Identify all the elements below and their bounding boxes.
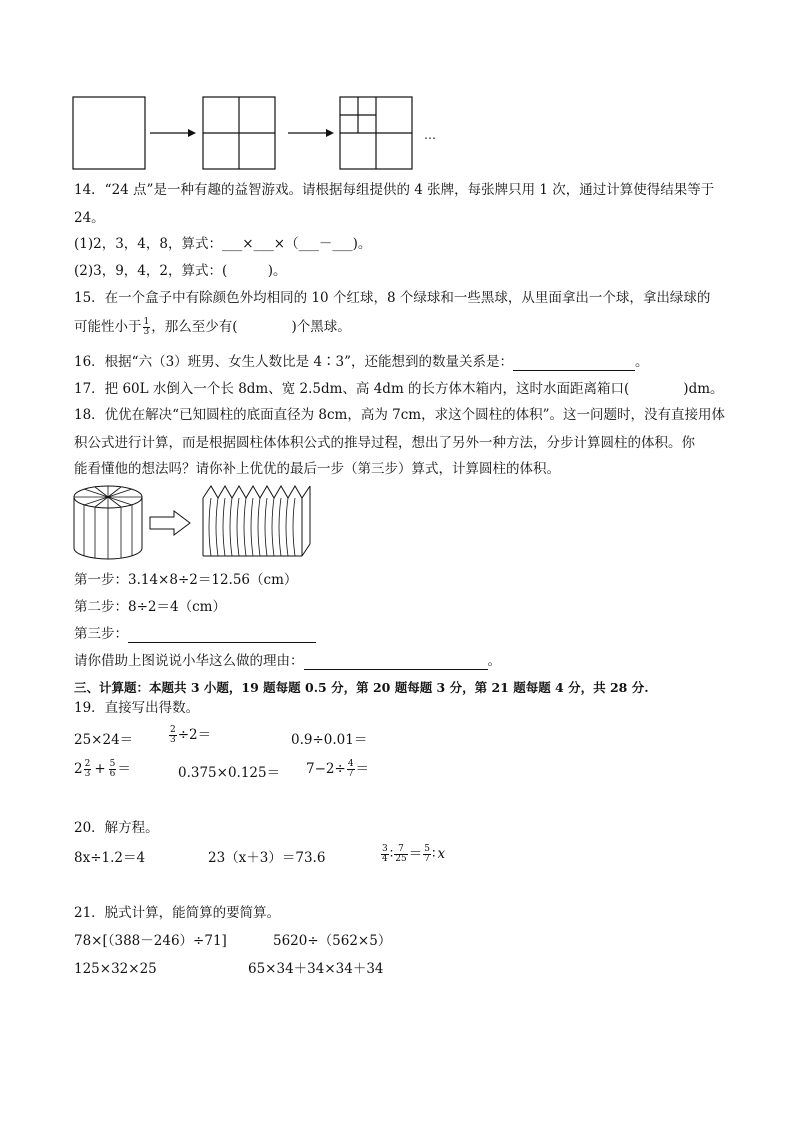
q21-b: 5620÷（562×5） [273, 933, 392, 949]
q15-line1: 15．在一个盒子中有除颜色外均相同的 10 个红球，8 个绿球和一些黑球，从里面拿出一个球，拿出绿球的 [74, 290, 711, 306]
q18-reason: 请你借助上图说说小华这么做的理由： 。 [74, 653, 501, 669]
q18-step3-blank [128, 626, 316, 643]
q14-part1: (1)2，3，4，8，算式：___×___×（___－___)。 [74, 236, 372, 252]
q18-reason-blank [304, 653, 488, 670]
q20-title: 20．解方程。 [74, 820, 159, 836]
q21-c: 125×32×25 [74, 961, 157, 977]
q16-answer-blank [513, 354, 635, 371]
q21-a: 78×[（388－246）÷71] [74, 933, 227, 949]
q21-d: 65×34＋34×34＋34 [248, 961, 384, 977]
q20-a: 8x÷1.2＝4 [74, 850, 146, 866]
ellipsis: … [424, 128, 436, 142]
q18-line2: 积公式进行计算，而是根据圆柱体体积公式的推导过程，想出了另外一种方法，分步计算圆柱的体积。你 [74, 435, 695, 451]
arrow-2-head [326, 129, 334, 137]
q19-d: 2 $\frac{2}{3}$ + $\frac{5}{6}$ ＝ [74, 759, 131, 779]
q18-line1: 18．优优在解决“已知圆柱的底面直径为 8cm，高为 7cm，求这个圆柱的体积”。这一问题时，没有直接用体 [74, 407, 725, 423]
q16: 16．根据“六（3）班男、女生人数比是 4∶3”，还能想到的数量关系是： 。 [74, 354, 649, 370]
cylinder-to-cuboid-figure [70, 480, 330, 562]
q14-line2: 24。 [74, 210, 105, 226]
fraction-one-third: $\frac{1}{3}$ [143, 317, 150, 337]
q20-b: 23（x＋3）＝73.6 [208, 850, 326, 866]
q18-step3: 第三步： [74, 626, 316, 643]
q18-step1: 第一步：3.14×8÷2＝12.56（cm） [74, 572, 298, 588]
q19-e: 0.375×0.125＝ [178, 765, 281, 781]
q15-line2: 可能性小于 $\frac{1}{3}$ ，那么至少有( )个黑球。 [74, 317, 351, 337]
q17: 17．把 60L 水倒入一个长 8dm、宽 2.5dm、高 4dm 的长方体木箱内，这时水面距离箱口( )dm。 [74, 381, 724, 397]
section-3-heading: 三、计算题：本题共 3 小题，19 题每题 0.5 分，第 20 题每题 3 分，第 21 题每题 4 分，共 28 分. [74, 680, 649, 695]
q19-a: 25×24＝ [74, 732, 134, 748]
arrow-1-head [188, 129, 196, 137]
transform-arrow [150, 511, 190, 535]
q19-f: 7−2÷ $\frac{4}{7}$ ＝ [306, 759, 370, 779]
q19-c: 0.9÷0.01＝ [291, 732, 368, 748]
q14-line1: 14．“24 点”是一种有趣的益智游戏。请根据每组提供的 4 张牌，每张牌只用 1 次，通过计算使得结果等于 [74, 182, 715, 198]
cuboid [203, 486, 310, 556]
q14-part2: (2)3，9，4，2，算式：( )。 [74, 263, 287, 279]
square-division-figure [70, 94, 450, 174]
q18-step2: 第二步：8÷2＝4（cm） [74, 599, 226, 615]
square-1 [73, 97, 145, 169]
cylinder [74, 486, 142, 559]
q21-title: 21．脱式计算，能简算的要简算。 [74, 905, 281, 921]
q20-c: $\frac{3}{4}$ ∶ $\frac{7}{25}$ ＝ $\frac{5}{7}$ ∶ x [382, 844, 446, 864]
q19-b: $\frac{2}{3}$ ÷2＝ [170, 725, 212, 745]
q18-line3: 能看懂他的想法吗？请你补上优优的最后一步（第三步）算式，计算圆柱的体积。 [74, 461, 560, 477]
q19-title: 19．直接写出得数。 [74, 700, 200, 716]
